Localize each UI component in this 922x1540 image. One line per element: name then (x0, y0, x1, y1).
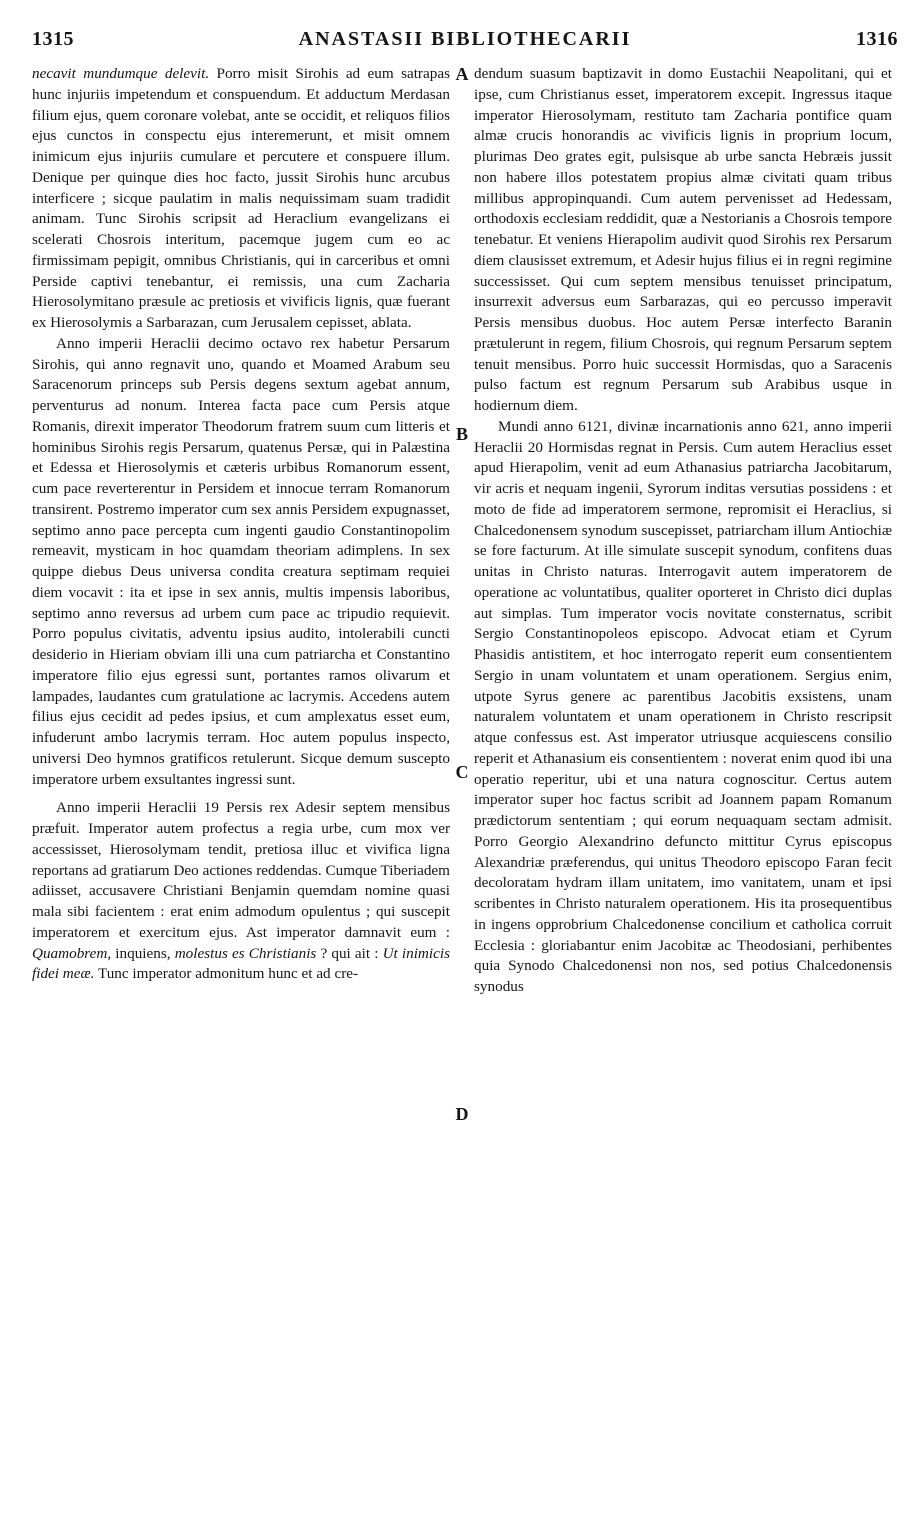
page-number-right: 1316 (856, 28, 898, 50)
paragraph: Mundi anno 6121, divinæ incarnationis anno 621, anno imperii Heraclii 20 Hormisdas regnat in Persis. Cum autem Heraclius esset apud Hierapolim, venit ad eum Athanasius patriarcha Jacobitarum, vir acris et nequam ingenii, Syrorum inditas versutias possidens : et moto de fide ad imperatorem sermone, repromisit ei Heraclius, si Chalcedonensem synodum suscepisset, patriarcham illum Antiochiæ se fore facturum. At ille simulate suscepit synodum, confitens duas unitas in Christo naturas. Interrogavit autem imperatorem de operatione ac voluntatibus, qualiter oporteret in Christo dici duplas aut simplas. Tum imperator vocis novitate consternatus, scribit Sergio Constantinopoleos episcopo. Advocat etiam et Cyrum Phasidis antistitem, et hoc interrogato reperit eum consentientem Sergio in unam voluntatem et unam operationem. Sergius enim, utpote Syrus genere ac parentibus Jacobitis exsistens, unam naturalem voluntatem et unam operationem in Christo rescripsit atque confessus est. Ast imperator utriusque acquiescens consilio reperit et Athanasium eis consentientem : noverat enim quod ibi una operatio reperitur, ubi et una natura cognoscitur. Certus autem imperator super hoc factus scribit ad Joannem papam Romanum prædictorum sententiam ; qui eorum nequaquam sectam admisit. Porro Georgio Alexandrino defuncto mittitur Cyrus episcopus Alexandriæ præferendus, qui unitus Theodoro episcopo Faran fecit decoloratam hydram illam unitatem, imo vanitatem, unam et ipsi scribentes in Christo naturalem operationem. His ita prosequentibus in ingens opprobrium Chalcedonense concilium et catholica corruit Ecclesia : gloriabantur enim Jacobitæ ac Theodosiani, perhibentes quia Synodo Chalcedonensi non nos, sed potius Chalcedonensis synodus (474, 417, 892, 995)
margin-marker-d: D (455, 1104, 469, 1124)
margin-marker-a: A (455, 64, 469, 84)
right-column (474, 64, 892, 998)
page-number-left: 1315 (32, 28, 74, 50)
paragraph (32, 64, 450, 334)
paragraph: dendum suasum baptizavit in domo Eustachii Neapolitani, qui et ipse, cum Christianus esset, imperatorem excepit. Ingressus itaque imperator Hierosolymam, restituto tam Zacharia pontifice quam almæ crucis honorandis ac vivificis lignis in proprium locum, plurimas Deo grates egit, pulsisque ab urbe sancta Hebræis jussit non habere illos potestatem propius almæ civitati quam tribus millibus appropinquandi. Cum autem pervenisset ad Hedessam, orthodoxis ecclesiam reddidit, quæ a Nestorianis a Chosrois tempore tenebatur. Et veniens Hierapolim audivit quod Sirohis rex Persarum diem clausisset extremum, et Adesir hujus filius ei in regni regimine successisset. Qui cum septem mensibus tenuisset principatum, insurrexit adversus eum Sarbarazas, qui eo percusso imperavit Persis mensibus duobus. Hoc autem Persæ interfecto Baranin prætulerunt in regem, filium Chosrois, qui regnum Persarum septem tenuit mensibus. Porro huic successit Hormisdas, quo a Saracenis pulso factum est regnum Persarum sub Arabibus usque in hodiernum diem. (474, 65, 892, 414)
page-header (32, 28, 898, 54)
paragraph-text: Porro misit Sirohis ad eum satrapas hunc injuriis impetendum et conspuendum. Et adductum Merdasan filium ejus, quem coronare volebat, ante se occidit, et reliquos filios ejus cunctos in conspectu ejus interemerunt, et misit omnem inimicum ejus injuriis cumulare et percutere et conspuere illum. Denique per quinque dies hoc facto, jussit Sirohis hunc arcubus interficere ; sicque paulatim in malis nequissimam suam tradidit animam. Tunc Sirohis scripsit ad Heraclium evangelizans ei scelerati Chosrois interitum, pacemque jugem cum eo ac firmissimam pepigit, omnibus Christianis, qui in carceribus et omni Perside captivi tenebantur, ei remissis, una cum Zacharia Hierosolymitano præsule ac pretiosis et vivificis lignis, quæ fuerant ex Hierosolymis a Sarbarazan, cum Jerusalem cepisset, ablata. (32, 65, 450, 331)
italic-text: Ut inimicis fidei meæ. (32, 944, 450, 983)
margin-marker-c: C (455, 762, 469, 782)
italic-text: Quamobrem (32, 944, 108, 962)
italic-text: molestus es Christianis (174, 944, 317, 962)
paragraph-text: ? qui ait : (316, 944, 383, 962)
running-title: ANASTASII BIBLIOTHECARII (298, 28, 632, 50)
paragraph: Anno imperii Heraclii decimo octavo rex habetur Persarum Sirohis, qui anno regnavit uno, quando et Moamed Arabum seu Saracenorum princeps sub Persis degens sextum agebat annum, perventurus ad nonum. Interea facta pace cum Persis atque Romanis, direxit imperator Theodorum fratrem suum cum litteris et hominibus Sirohis regis Persarum, quatenus Persæ, qui in Palæstina et Edessa et Hierosolymis et cæteris urbibus Romanorum essent, cum pace reverterentur in Persidem et innocue terram Romanorum transirent. Postremo imperator cum sex annis Persidem expugnasset, septimo anno pace percepta cum ingenti gaudio Constantinopolim remeavit, mysticam in hoc quamdam theoriam adimplens. In sex quippe diebus Deus universa condita creatura septimam requiei diem vocavit : ita et ipse in sex annis, multis impensis laboribus, septimo anno reversus ad urbem cum pace ac tripudio requievit. Porro populus civitatis, adventu ipsius audito, intolerabili cuncti desiderio in Hieriam obviam illi una cum patriarcha et Constantino imperatore filio ejus egressi sunt, portantes ramos olivarum et lampades, laudantes cum gratulatione ac lacrymis. Accedens autem filius ejus cecidit ad pedes ipsius, et cum amplexatus esset eum, infuderunt ambo lacrymis terram. Hoc autem populus inspecto, universi Deo hymnos gratificos retulerunt. Sicque demum suscepto imperatore urbem exsultantes ingressi sunt. (32, 334, 450, 788)
italic-text: necavit mundumque delevit. (32, 65, 210, 82)
paragraph-text: , inquiens, (107, 944, 175, 962)
paragraph (32, 798, 450, 985)
margin-marker-b: B (455, 424, 468, 444)
paragraph-text: Anno imperii Heraclii 19 Persis rex Adesir septem mensibus præfuit. Imperator autem profectus a regia urbe, cum mox ver accessisset, Hierosolymam tendit, pretiosa illuc et vivifica ligna reportans ad gratiarum Deo actiones reddendas. Cumque Tiberiadem adiisset, accusavere Christiani Benjamin quemdam nomine quasi mala sibi facientem : erat enim admodum opulentus ; qui suscepit imperatorem et exercitum ejus. Ast imperator damnavit eum : (32, 799, 450, 941)
left-column (32, 64, 450, 985)
paragraph-text: Tunc imperator admonitum hunc et ad cre- (94, 965, 359, 983)
